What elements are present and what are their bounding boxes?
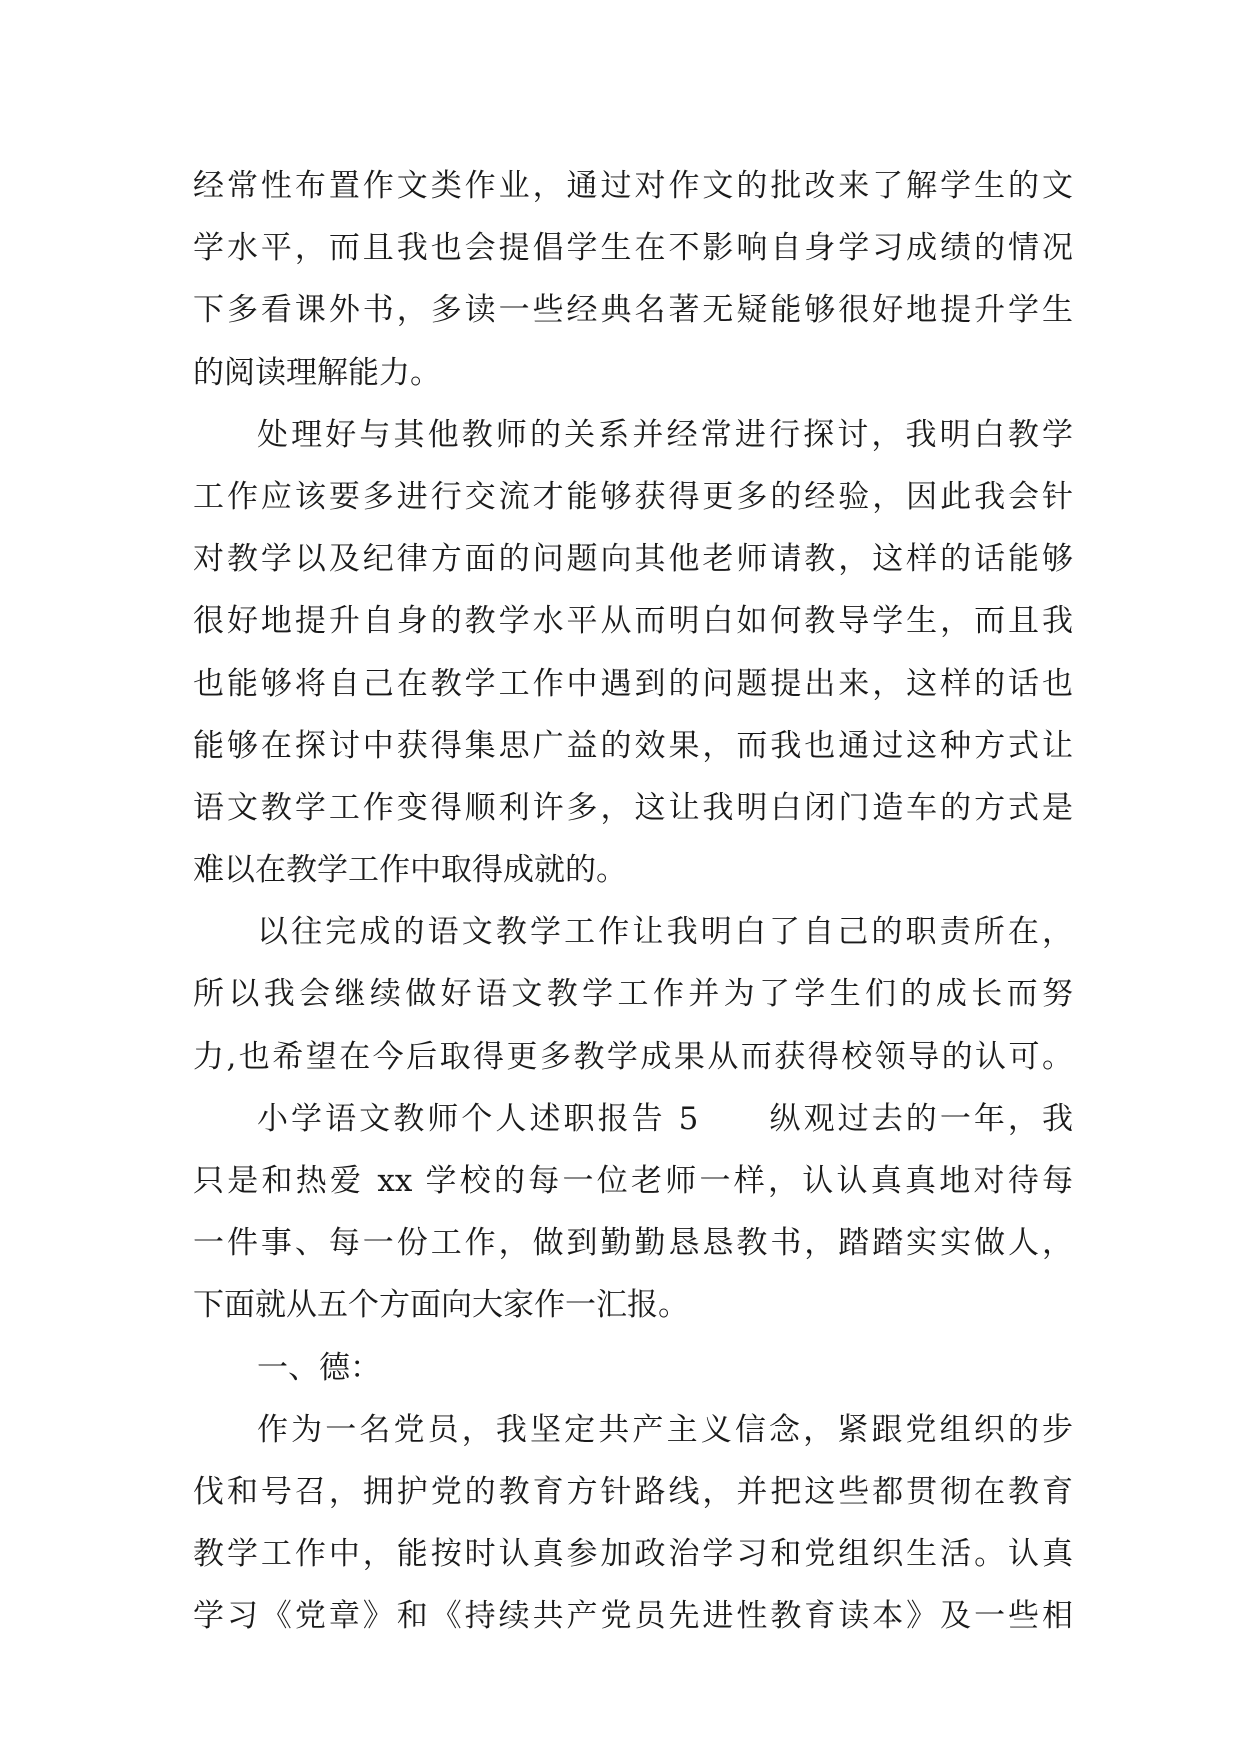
paragraph-line: 难以在教学工作中取得成就的。 (193, 852, 627, 889)
paragraph-line: 下面就从五个方面向大家作一汇报。 (193, 1287, 689, 1324)
paragraph-line: 学习《党章》和《持续共产党员先进性教育读本》及一些相 (193, 1598, 1073, 1635)
paragraph-line: 小学语文教师个人述职报告 5 纵观过去的一年，我 (257, 1100, 1073, 1137)
paragraph-line: 力,也希望在今后取得更多教学成果从而获得校领导的认可。 (193, 1038, 1073, 1075)
paragraph-line: 语文教学工作变得顺利许多，这让我明白闭门造车的方式是 (193, 789, 1073, 826)
paragraph-line: 教学工作中，能按时认真参加政治学习和党组织生活。认真 (193, 1536, 1073, 1573)
paragraph-line: 很好地提升自身的教学水平从而明白如何教导学生，而且我 (193, 603, 1073, 640)
paragraph-line: 以往完成的语文教学工作让我明白了自己的职责所在， (257, 914, 1073, 951)
paragraph-line: 处理好与其他教师的关系并经常进行探讨，我明白教学 (257, 416, 1073, 453)
body-text (193, 155, 1073, 1648)
paragraph-line: 工作应该要多进行交流才能够获得更多的经验，因此我会针 (193, 478, 1073, 515)
paragraph-line: 一、德： (257, 1349, 381, 1386)
paragraph-line: 一件事、每一份工作，做到勤勤恳恳教书，踏踏实实做人， (193, 1225, 1073, 1262)
paragraph-line: 学水平，而且我也会提倡学生在不影响自身学习成绩的情况 (193, 230, 1073, 267)
paragraph-line: 能够在探讨中获得集思广益的效果，而我也通过这种方式让 (193, 727, 1073, 764)
paragraph-line: 也能够将自己在教学工作中遇到的问题提出来，这样的话也 (193, 665, 1073, 702)
paragraph-line: 的阅读理解能力。 (193, 354, 441, 391)
paragraph-line: 伐和号召，拥护党的教育方针路线，并把这些都贯彻在教育 (193, 1473, 1073, 1510)
paragraph-line: 所以我会继续做好语文教学工作并为了学生们的成长而努 (193, 976, 1073, 1013)
paragraph-line: 作为一名党员，我坚定共产主义信念，紧跟党组织的步 (257, 1411, 1073, 1448)
paragraph-line: 下多看课外书，多读一些经典名著无疑能够很好地提升学生 (193, 292, 1073, 329)
paragraph-line: 只是和热爱 xx 学校的每一位老师一样，认认真真地对待每 (193, 1163, 1073, 1199)
paragraph-line: 经常性布置作文类作业，通过对作文的批改来了解学生的文 (193, 168, 1073, 204)
paragraph-line: 对教学以及纪律方面的问题向其他老师请教，这样的话能够 (193, 541, 1073, 578)
